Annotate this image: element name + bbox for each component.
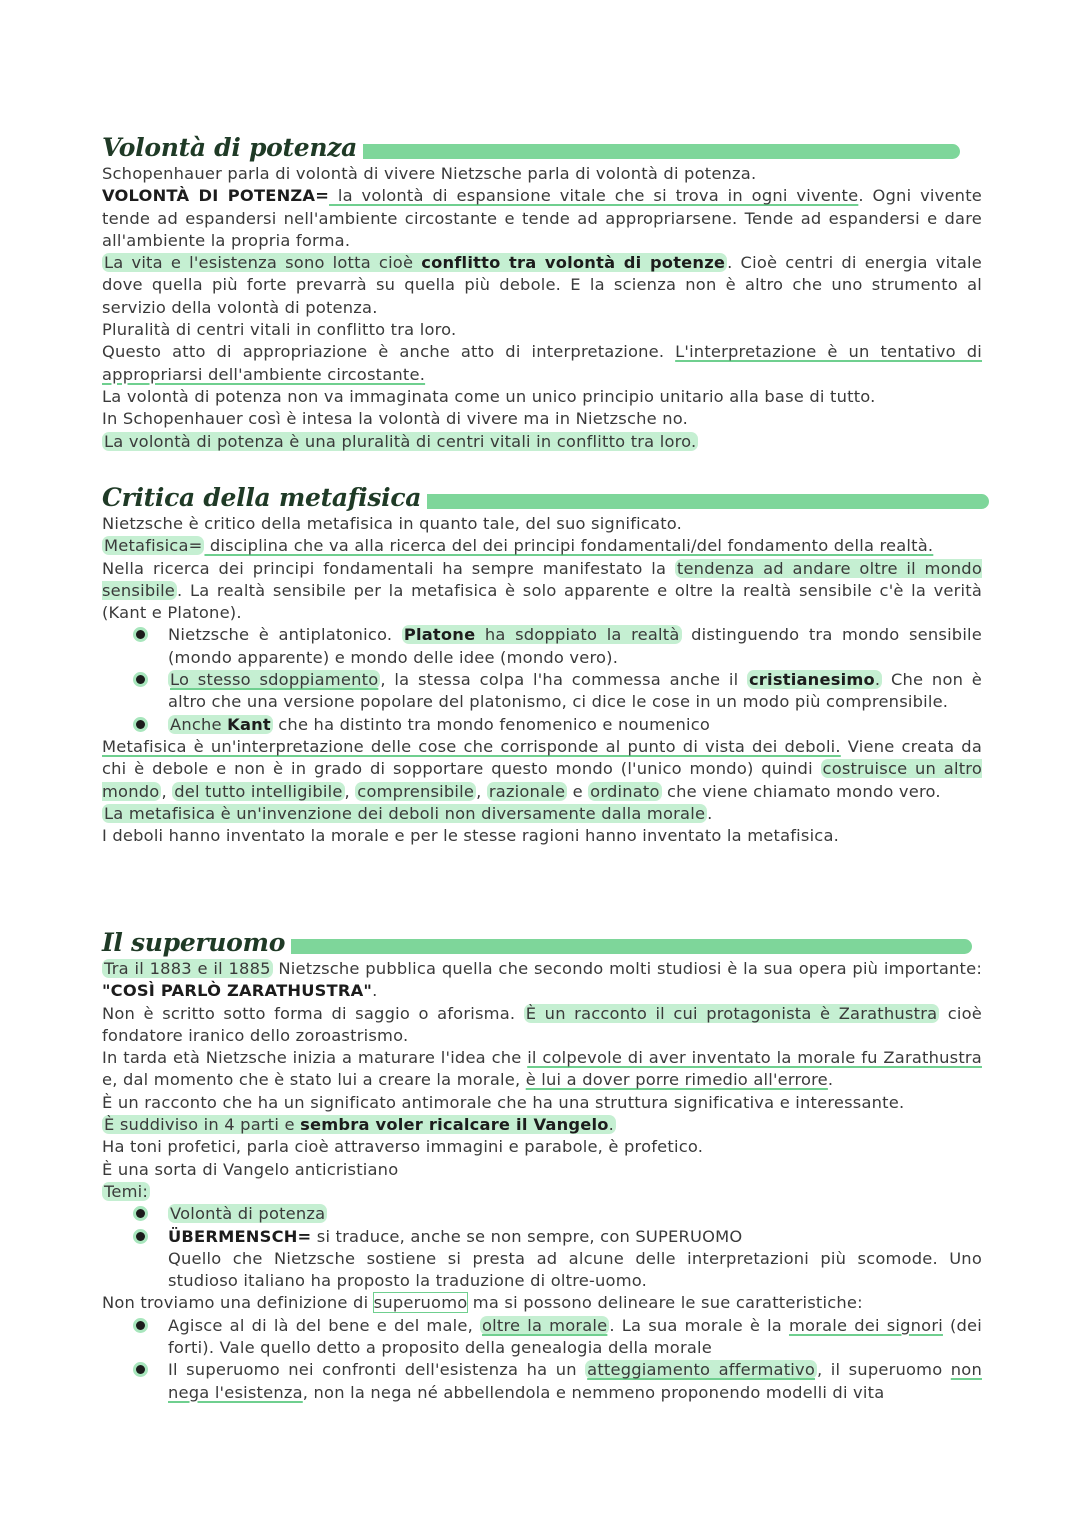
highlighted-text: oltre la morale xyxy=(482,1315,608,1335)
text: Non è scritto sotto forma di saggio o aforisma. xyxy=(102,1003,524,1023)
underlined-text: la volontà di espansione vitale che si trova in ogni vivente xyxy=(329,186,859,206)
text: . xyxy=(707,803,713,823)
bullet-dot-icon xyxy=(136,1209,145,1218)
text: . xyxy=(608,1115,615,1135)
bullet-dot-icon xyxy=(136,675,145,684)
paragraph xyxy=(102,185,982,252)
highlighted-text xyxy=(168,715,273,734)
boxed-term: superuomo xyxy=(373,1293,468,1313)
bullet-dot-icon xyxy=(136,1365,145,1374)
list-item xyxy=(102,1203,982,1225)
bold-text: cristianesimo xyxy=(748,670,875,690)
themes-label: Temi: xyxy=(104,1181,149,1201)
highlighted-text: Lo stesso sdoppiamento xyxy=(170,670,379,690)
bullet-list xyxy=(102,624,982,735)
bold-text: sembra voler ricalcare il Vangelo xyxy=(300,1115,609,1135)
text: , la stessa colpa l'ha commessa anche il xyxy=(380,670,747,690)
bullet-dot-icon xyxy=(136,1321,145,1330)
text: . xyxy=(874,670,881,690)
list-item xyxy=(102,714,982,736)
underlined-text: morale dei signori xyxy=(788,1315,943,1335)
list-item xyxy=(102,1315,982,1360)
text: Anche xyxy=(170,714,228,734)
highlighted-text: Tra il 1883 e il 1885 xyxy=(104,959,271,978)
underlined-text: Metafisica è un'interpretazione delle cose che corrisponde al punto di vista dei deboli. xyxy=(102,736,841,756)
paragraph xyxy=(102,319,982,341)
bullet-dot-icon xyxy=(136,630,145,639)
text: , il superuomo xyxy=(817,1360,951,1380)
text: che ha distinto tra mondo fenomenico e noumenico xyxy=(272,714,711,734)
term-volonta-di-potenza: VOLONTÀ DI POTENZA= xyxy=(102,186,330,206)
text: Questo atto di appropriazione è anche atto di interpretazione. xyxy=(102,342,676,362)
paragraph xyxy=(102,1092,982,1114)
section-title: Il superuomo xyxy=(102,928,291,958)
text: Nietzsche è antiplatonico. xyxy=(168,625,402,645)
paragraph xyxy=(102,1047,982,1092)
section-body xyxy=(102,958,982,1404)
text: Nella ricerca dei principi fondamentali ha sempre manifestato la xyxy=(102,558,675,578)
text: Che non è altro che una versione popolare del platonismo, ci dice le cose in un modo più comprensibile. xyxy=(168,670,982,712)
list-item xyxy=(102,624,982,669)
text: cioè fondatore iranico dello zoroastrismo. xyxy=(102,1003,982,1045)
highlighted-text: razionale xyxy=(488,781,566,801)
list-item xyxy=(102,669,982,714)
text: . Ogni vivente tende ad espandersi nell'ambiente circostante e tende ad appropriarsene. Tende ad espandersi e dare all'ambiente la propria forma. xyxy=(102,186,982,250)
traits-list xyxy=(102,1315,982,1404)
highlighted-text xyxy=(102,1115,616,1134)
text: Quello che Nietzsche sostiene si presta ad alcune delle interpretazioni più scomode. Uno studioso italiano ha proposto la traduzione di oltre-uomo. xyxy=(168,1248,982,1291)
text: Viene creata da chi è debole e non è in grado di sopportare questo mondo (l'unico mondo) quindi xyxy=(102,736,982,779)
book-title: "COSÌ PARLÒ ZARATHUSTRA" xyxy=(102,981,373,1001)
paragraph xyxy=(102,513,982,535)
paragraph xyxy=(102,408,982,430)
paragraph xyxy=(102,1159,982,1181)
text: . xyxy=(827,1070,834,1090)
section-critica-della-metafisica xyxy=(102,483,982,847)
text: Nietzsche pubblica quella che secondo molti studiosi è la sua opera più importante: xyxy=(272,959,983,978)
text: distinguendo tra mondo sensibile (mondo apparente) e mondo delle idee (mondo vero). xyxy=(168,625,982,667)
highlighted-text: costruisce un altro mondo xyxy=(102,759,982,801)
text: ha sdoppiato la realtà xyxy=(475,625,680,645)
highlighted-text: Volontà di potenza xyxy=(170,1204,326,1224)
heading-row xyxy=(102,483,982,513)
text: Il superuomo nei confronti dell'esistenza ha un xyxy=(168,1360,586,1380)
text: È suddiviso in 4 parti e xyxy=(104,1115,301,1135)
text: . Cioè centri di energia vitale dove quella più forte prevarrà su quella più debole. E la scienza non è altro che uno strumento al servizio della volontà di potenza. xyxy=(102,253,982,317)
highlighted-text: atteggiamento affermativo xyxy=(587,1360,816,1380)
text: . xyxy=(372,981,378,1001)
text: ma si possono delineare le sue caratteristiche: xyxy=(467,1293,863,1313)
text: , xyxy=(161,781,173,801)
highlighted-text: È un racconto il cui protagonista è Zarathustra xyxy=(525,1003,938,1023)
section-title: Volontà di potenza xyxy=(102,133,363,163)
highlighted-text: del tutto intelligibile xyxy=(174,781,343,801)
text: È un racconto che ha un significato antimorale che ha una struttura significativa e interessante. xyxy=(102,1092,905,1112)
text: e xyxy=(567,781,589,801)
text: e, dal momento che è stato lui a creare la morale, xyxy=(102,1070,526,1090)
section-il-superuomo xyxy=(102,928,982,1404)
paragraph xyxy=(102,431,982,453)
text: La vita e l'esistenza sono lotta cioè xyxy=(104,253,422,273)
bullet-dot-icon xyxy=(136,720,145,729)
text: In tarda età Nietzsche inizia a maturare l'idea che xyxy=(102,1048,528,1068)
text: Non troviamo una definizione di xyxy=(102,1293,374,1313)
bullet-dot-icon xyxy=(136,1232,145,1241)
underlined-text: non nega l'esistenza xyxy=(168,1360,982,1402)
highlighted-text xyxy=(102,253,727,272)
text: Nietzsche è critico della metafisica in quanto tale, del suo significato. xyxy=(102,514,683,533)
text: si traduce, anche se non sempre, con SUPERUOMO xyxy=(311,1226,743,1246)
term-metafisica: Metafisica= xyxy=(104,536,203,556)
paragraph xyxy=(102,558,982,625)
highlighted-text: La volontà di potenza è una pluralità di centri vitali in conflitto tra loro. xyxy=(104,431,697,451)
text: In Schopenhauer così è intesa la volontà di vivere ma in Nietzsche no. xyxy=(102,409,688,429)
section-volonta-di-potenza xyxy=(102,133,982,453)
text: , xyxy=(476,781,487,801)
paragraph xyxy=(102,163,982,185)
bold-text: Platone xyxy=(403,625,476,645)
paragraph xyxy=(102,958,982,1003)
highlighted-text xyxy=(747,670,882,689)
term-ubermensch: ÜBERMENSCH= xyxy=(168,1226,312,1246)
paragraph xyxy=(102,1292,982,1314)
paragraph xyxy=(102,803,982,825)
section-title: Critica della metafisica xyxy=(102,483,427,513)
paragraph xyxy=(102,736,982,803)
text: È una sorta di Vangelo anticristiano xyxy=(102,1159,399,1179)
bold-text: Kant xyxy=(227,714,271,734)
underlined-text: è lui a dover porre rimedio all'errore xyxy=(525,1070,828,1090)
text: Schopenhauer parla di volontà di vivere Nietzsche parla di volontà di potenza. xyxy=(102,164,757,183)
heading-row xyxy=(102,928,982,958)
paragraph xyxy=(102,252,982,319)
section-body xyxy=(102,163,982,453)
text: . La sua morale è la xyxy=(609,1315,789,1335)
text: , xyxy=(344,781,356,801)
list-item xyxy=(102,1359,982,1404)
paragraph xyxy=(102,386,982,408)
text: Pluralità di centri vitali in conflitto tra loro. xyxy=(102,320,457,340)
text: . La realtà sensibile per la metafisica è solo apparente e oltre la realtà sensibile c'è la verità (Kant e Platone). xyxy=(102,580,982,623)
text: Ha toni profetici, parla cioè attraverso immagini e parabole, è profetico. xyxy=(102,1137,704,1157)
heading-row xyxy=(102,133,982,163)
highlighted-text: tendenza ad andare oltre il mondo sensibile xyxy=(102,558,982,600)
text: La volontà di potenza non va immaginata come un unico principio unitario alla base di tutto. xyxy=(102,386,876,406)
text: (dei forti). Vale quello detto a proposito della genealogia della morale xyxy=(168,1315,982,1358)
text: , non la nega né abbellendola e nemmeno proponendo modelli di vita xyxy=(302,1382,885,1402)
paragraph xyxy=(102,1003,982,1048)
paragraph xyxy=(102,1181,982,1203)
highlighted-text: La metafisica è un'invenzione dei deboli non diversamente dalla morale xyxy=(104,803,706,823)
text: che viene chiamato mondo vero. xyxy=(661,781,941,801)
highlighted-text xyxy=(402,625,682,644)
highlighted-text: ordinato xyxy=(590,781,660,801)
underlined-text: L'interpretazione è un tentativo di appropriarsi dell'ambiente circostante. xyxy=(102,342,983,384)
paragraph xyxy=(102,825,982,847)
paragraph xyxy=(102,535,982,557)
highlighted-text: comprensibile xyxy=(357,781,475,801)
text: I deboli hanno inventato la morale e per le stesse ragioni hanno inventato la metafisica. xyxy=(102,826,840,846)
bold-text: conflitto tra volontà di potenze xyxy=(421,253,726,273)
section-body xyxy=(102,513,982,847)
text: Agisce al di là del bene e del male, xyxy=(168,1315,480,1335)
underlined-text: disciplina che va alla ricerca del dei principi fondamentali/del fondamento della realtà. xyxy=(204,536,934,556)
paragraph xyxy=(102,1136,982,1158)
underlined-text: il colpevole di aver inventato la morale fu Zarathustra xyxy=(527,1048,982,1068)
paragraph xyxy=(102,341,982,386)
list-item xyxy=(102,1226,982,1293)
paragraph xyxy=(102,1114,982,1136)
themes-list xyxy=(102,1203,982,1292)
